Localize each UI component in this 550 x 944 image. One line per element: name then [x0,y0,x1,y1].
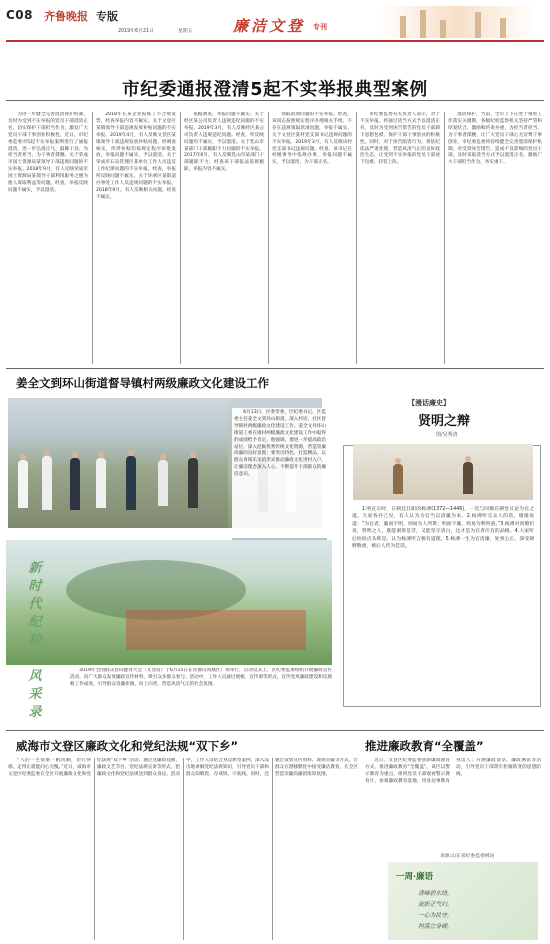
meitong-article: 6月13日，区委常委、区纪委书记、区监委主任姜全文到环山街道，深入村居、社区督导镇村两级廉政文化建设工作。姜全文对环山街道工委在镇村两级廉政文化建设工作中取得的成绩给予肯定。他强调，要进一步提高政治站位，深入挖掘优秀传统文化资源，营造崇廉尚廉的良好氛围；要突出特色、打造精品，以群众喜闻乐见的形式推动廉政文化进村入户，让廉洁理念深入人心，不断提升干部群众的廉洁意识。 [232,408,328,534]
section-rule [6,368,544,369]
section-banner [175,14,385,36]
deco-char: 人 [28,651,42,666]
dxj-headline: 威海市文登区廉政文化和党纪法规“双下乡” [16,739,239,753]
deco-char: 风 [28,669,42,684]
photo-caption: 2019年全国群众登山健身大会（文登站）于6月15日在昆嵛山凤凰区广场举行，启动仪式上，区纪委监委组织开展廉政宣传活动，向广大群众发放廉政宣传材料，吸引众多群众参与。活动中，工作人员通过展板、宣传册等形式，宣传党风廉政建设和反腐败工作成效，引导群众崇廉拒腐、向上向善，营造风清气正的社会氛围。 [70,668,332,687]
banner-title: 廉洁文登 [232,16,305,35]
deco-char: 新 [28,561,42,576]
essay-body: 1.明宣宗时，在朝廷任职的杨溥(1372—1446)，一次与同僚在朝堂议论为官之道。大家各抒己见，有人认为为官当以清廉为本。2.杨溥听完众人的话，缓缓说道：“为官者，廉而不明，则易为人所欺；明而不廉，则易为利所惑。”3.杨溥对同僚们说，贤明之人，既能洞察是非，又能坚守清白，这才是为官者应有的品格。4.大家听后纷纷点头称是，认为杨溥所言极有道理。5.杨溥一生为官清廉，处事公正，深受朝野敬重，被后人传为佳话。 [352,507,534,550]
deco-char: 录 [28,705,42,720]
hyq-article: 近日，文登区纪委监委创新廉政教育方式，推进廉政教育“全覆盖”。该区以警示教育为重点，组织党员干部观看警示教育片、参观廉政教育基地，用身边事教育身边人；开展廉政谈话、廉政测试等活动，引导党员干部筑牢拒腐防变的思想防线。 [365,758,541,784]
lianyu-title: 一周·廉语 [396,872,433,882]
lianyu-line: 流影正气归。 [418,902,453,908]
deco-char: 纪 [28,615,42,630]
banner-decoration [380,6,535,38]
deco-char: 采 [28,687,42,702]
article-column-3: 依据调查，举报问题不属实。关于经区某公司负责人违规违纪问题的不实举报。2019年3月，有人反映经区某公司负责人违规违纪问题。经查，所反映问题均不属实，予以澄清。关于乳山市某部门干部履职不力问题的不实举报。2017年6月，有人反映乳山市某部门干部履职不力，经查该干部依法依规履职，举报内容不属实。 [184,112,264,173]
lianyu-box [388,862,538,940]
deco-char: 检 [28,633,42,648]
meitong-headline: 姜全文到环山街道督导镇村两级廉政文化建设工作 [16,376,269,390]
deco-char: 代 [28,597,42,612]
essay-title: 贤明之辩 [418,414,471,429]
hyq-source: 来源:山东省纪委监委网站 [440,854,495,859]
article-column-4: 领取款项问题的不实举报。经查，该同志按照规定程序办理相关手续，不存在违规领取款项问题，举报不属实。关于文登区某村党支部书记违规问题的不实举报。2019年3月，有人反映该村党支部书记违规问题。经查，该书记在村级事务中依规办事，举报问题不属实，予以澄清，为干部正名。 [272,112,352,166]
weekday: 星期五 [178,29,193,34]
article-column-1: 为进一步健全完善澄清保护机制，及时为受到不实举报的党员干部澄清正名，切实保护干部担当作为，激发广大党员干部干事创业积极性，近日，市纪委监委对5起不实举报案例进行了通报澄清，进一步弘扬正气、鼓舞干劲，为担当者担当、为干事者撑腰。关于荣成市国土资源局某领导干部违规问题的不实举报。2018年9月，有人反映荣成市国土资源局某领导干部利用职务之便为他人谋取利益等问题。经查，举报反映问题不属实，予以澄清。 [8,112,88,193]
dxj-article: “人的一生很难一帆风顺，但行得端、走得正就能问心无愧。”近日，威海市文登区纪委监委在全区开展廉政文化和党纪法规“双下乡”活动，通过送廉政戏曲、廉政文艺节目、党纪法规宣讲等形式，把廉政文化和党纪法规送到群众身边。活动中，工作人员结合身边典型案例，深入浅出地讲解党纪法规知识，引导党员干部和群众知敬畏、存戒惧、守底线。同时，还通过发放宣传资料、现场答疑等方式，让群众在潜移默化中接受廉洁教育，在全区营造崇廉尚廉的浓厚氛围。 [8,758,358,777]
column-divider [268,112,269,364]
essay-tag: 【漫话廉史】 [408,399,450,407]
essay-illustration [353,444,533,500]
header-rule [6,40,544,42]
photo-inspection [8,398,230,528]
issue-date: 2019年6月21日 [118,29,154,34]
essay-author: 图/吴秀清 [436,432,458,438]
vertical-deco-title [12,560,58,720]
main-headline: 市纪委通报澄清5起不实举报典型案例 [122,80,428,100]
article-column-5: 市纪委监委有关负责人表示，对于不实举报，将通过适当方式予以澄清正名，及时为受到诬告错告的党员干部卸下思想包袱，保护干部干事创业的积极性。同时，对于诬告陷害行为，将依纪依法严肃处理，营造风清气正的良好政治生态，让受到不实举报的党员干部放下包袱、轻装上阵。 [360,112,440,166]
article-column-6: 澄清保护，当前，全市上下正处于推进工作落实关键期，各级纪检监察机关坚持严管和厚爱结合、激励和约束并重，为担当者担当、为干事者撑腰，让广大党员干部心无旁骛干事创业。市纪委监委将持续健全完善澄清保护机制，对受到诬告错告、造成不良影响的党员干部，及时采取适当方式予以澄清正名，激励广大干部担当作为、务实重干。 [448,112,542,166]
deco-char: 时 [28,579,42,594]
column-divider [356,112,357,364]
lianyu-line: 一心为民守， [418,913,453,919]
column-divider [444,112,445,364]
paper-name: 齐鲁晚报 [44,10,88,23]
article-column-2: 2018年在某企业报账了不合规发票，经查举报内容不属实。关于文登区某镇领导干部违规发放补贴问题的不实举报。2019年4月，有人反映文登区某镇领导干部违规发放补贴问题。经调查核实，所涉补贴均按规定程序审批发放，举报问题不属实，予以澄清。关于荣成市石岛管理区某单位工作人员违反工作纪律问题的不实举报。经查，举报所反映问题不属实。关于环翠区某街道办事处工作人员违规问题的不实举报。2018年9月，有人反映相关问题，经查不属实。 [96,112,176,200]
column-divider [92,112,93,364]
lianyu-line: 清峰碧水绕， [418,891,453,897]
page-id: C08 [6,8,34,22]
headline-rule [6,100,544,101]
banner-subtitle: 专刊 [313,23,327,31]
hyq-headline: 推进廉政教育“全覆盖” [365,739,484,753]
column-name: 专版 [96,10,118,23]
column-divider [180,112,181,364]
lianyu-line: 坦荡立身碑。 [418,924,453,930]
section-rule [6,730,544,731]
